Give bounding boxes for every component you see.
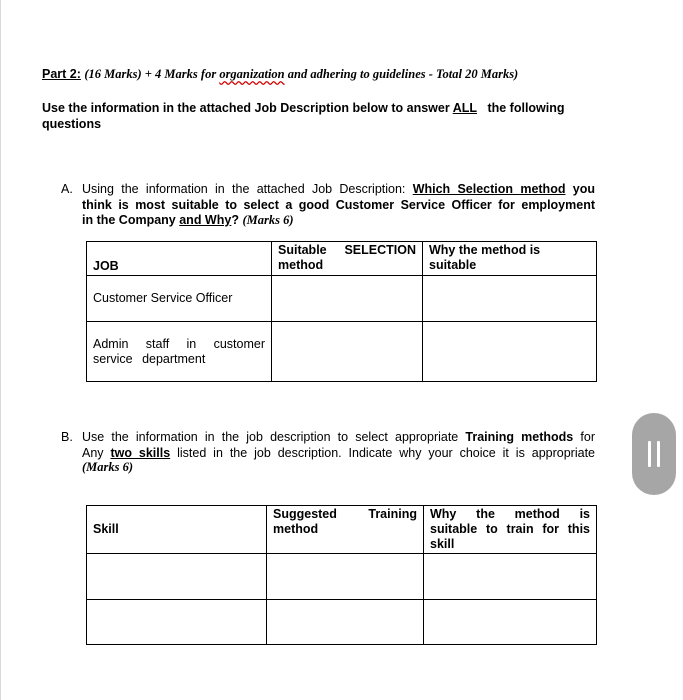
question-a-line3 — [82, 213, 595, 229]
table-header-row — [87, 242, 597, 276]
header-skill-label: Skill — [93, 522, 119, 536]
question-a-letter: A. — [61, 182, 73, 196]
question-b-letter: B. — [61, 430, 73, 444]
why-answer-cell[interactable] — [424, 554, 597, 600]
job-name: Admin staff in customer service department — [93, 336, 265, 366]
skill-answer-cell[interactable] — [87, 600, 267, 645]
question-b-marks: (Marks 6) — [82, 460, 134, 474]
two-skills-emphasis: two skills — [110, 445, 171, 460]
grip-bar-icon — [648, 441, 651, 467]
header-skill — [87, 506, 267, 554]
question-a-line2: think is most suitable to select a good Customer Service Officer for employment — [82, 197, 595, 212]
marks-text-b: and adhering to guidelines - Total 20 Marks) — [284, 67, 519, 81]
header-training-label: Suggested Training method — [273, 507, 417, 536]
part-label: Part 2: — [42, 67, 81, 81]
skill-answer-cell[interactable] — [87, 554, 267, 600]
question-b-line1 — [82, 430, 595, 446]
question-a-line3-c: ? — [231, 213, 243, 227]
question-a-line1-a: Using the information in the attached Job Description: — [82, 182, 413, 196]
question-b-line2-a: Any — [82, 445, 111, 460]
training-answer-cell[interactable] — [267, 600, 424, 645]
and-why-emphasis: and Why — [179, 213, 232, 227]
job-cell — [87, 276, 272, 322]
job-name: Customer Service Officer — [93, 291, 233, 305]
grip-bar-icon — [657, 441, 660, 467]
header-why-train — [424, 506, 597, 554]
why-answer-cell[interactable] — [424, 600, 597, 645]
why-answer-cell[interactable] — [423, 276, 597, 322]
part-header — [42, 67, 518, 83]
why-answer-cell[interactable] — [423, 322, 597, 382]
question-b-line1-a: Use the information in the job description to select appropriate — [82, 430, 466, 444]
training-answer-cell[interactable] — [267, 554, 424, 600]
header-job — [87, 242, 272, 276]
spellcheck-word: organization — [219, 67, 285, 81]
header-training-method — [267, 506, 424, 554]
intro-all: ALL — [452, 101, 478, 115]
question-a-line1-c: you — [565, 182, 595, 196]
page-edge — [0, 0, 1, 700]
table-row — [87, 554, 597, 600]
question-b-text — [82, 430, 595, 473]
table-row — [87, 600, 597, 645]
job-cell — [87, 322, 272, 382]
training-methods-emphasis: Training methods — [465, 430, 574, 444]
header-job-label: JOB — [93, 259, 119, 273]
intro-text — [42, 101, 596, 132]
question-b-line2 — [82, 446, 595, 462]
question-b-line2-c: listed in the job description. Indicate why your choice it is appropriate — [170, 445, 595, 460]
selection-method-emphasis: Which Selection method — [412, 182, 566, 196]
header-why-suitable — [423, 242, 597, 276]
training-table — [86, 505, 597, 645]
question-a-line3-a: in the Company — [82, 213, 180, 227]
header-selection-method — [272, 242, 423, 276]
method-answer-cell[interactable] — [272, 322, 423, 382]
table-row — [87, 276, 597, 322]
question-a-text — [82, 182, 595, 229]
header-selection-label: Suitable SELECTION method — [278, 243, 416, 272]
method-answer-cell[interactable] — [272, 276, 423, 322]
drag-handle[interactable] — [632, 413, 676, 495]
intro-text-a: Use the information in the attached Job Description below to answer — [42, 101, 453, 115]
question-b-line1-c: for — [573, 430, 595, 444]
question-a-marks: (Marks 6) — [242, 213, 294, 227]
table-row — [87, 322, 597, 382]
table-header-row — [87, 506, 597, 554]
intro-text-c: questions — [42, 116, 102, 131]
marks-text-a: (16 Marks) + 4 Marks for — [84, 67, 220, 81]
question-a-line1 — [82, 182, 595, 198]
intro-text-b: the following — [487, 101, 565, 115]
selection-table — [86, 241, 597, 382]
header-why-train-label: Why the method is suitable to train for this skill — [430, 507, 590, 551]
header-why-label: Why the method is suitable — [429, 243, 541, 272]
